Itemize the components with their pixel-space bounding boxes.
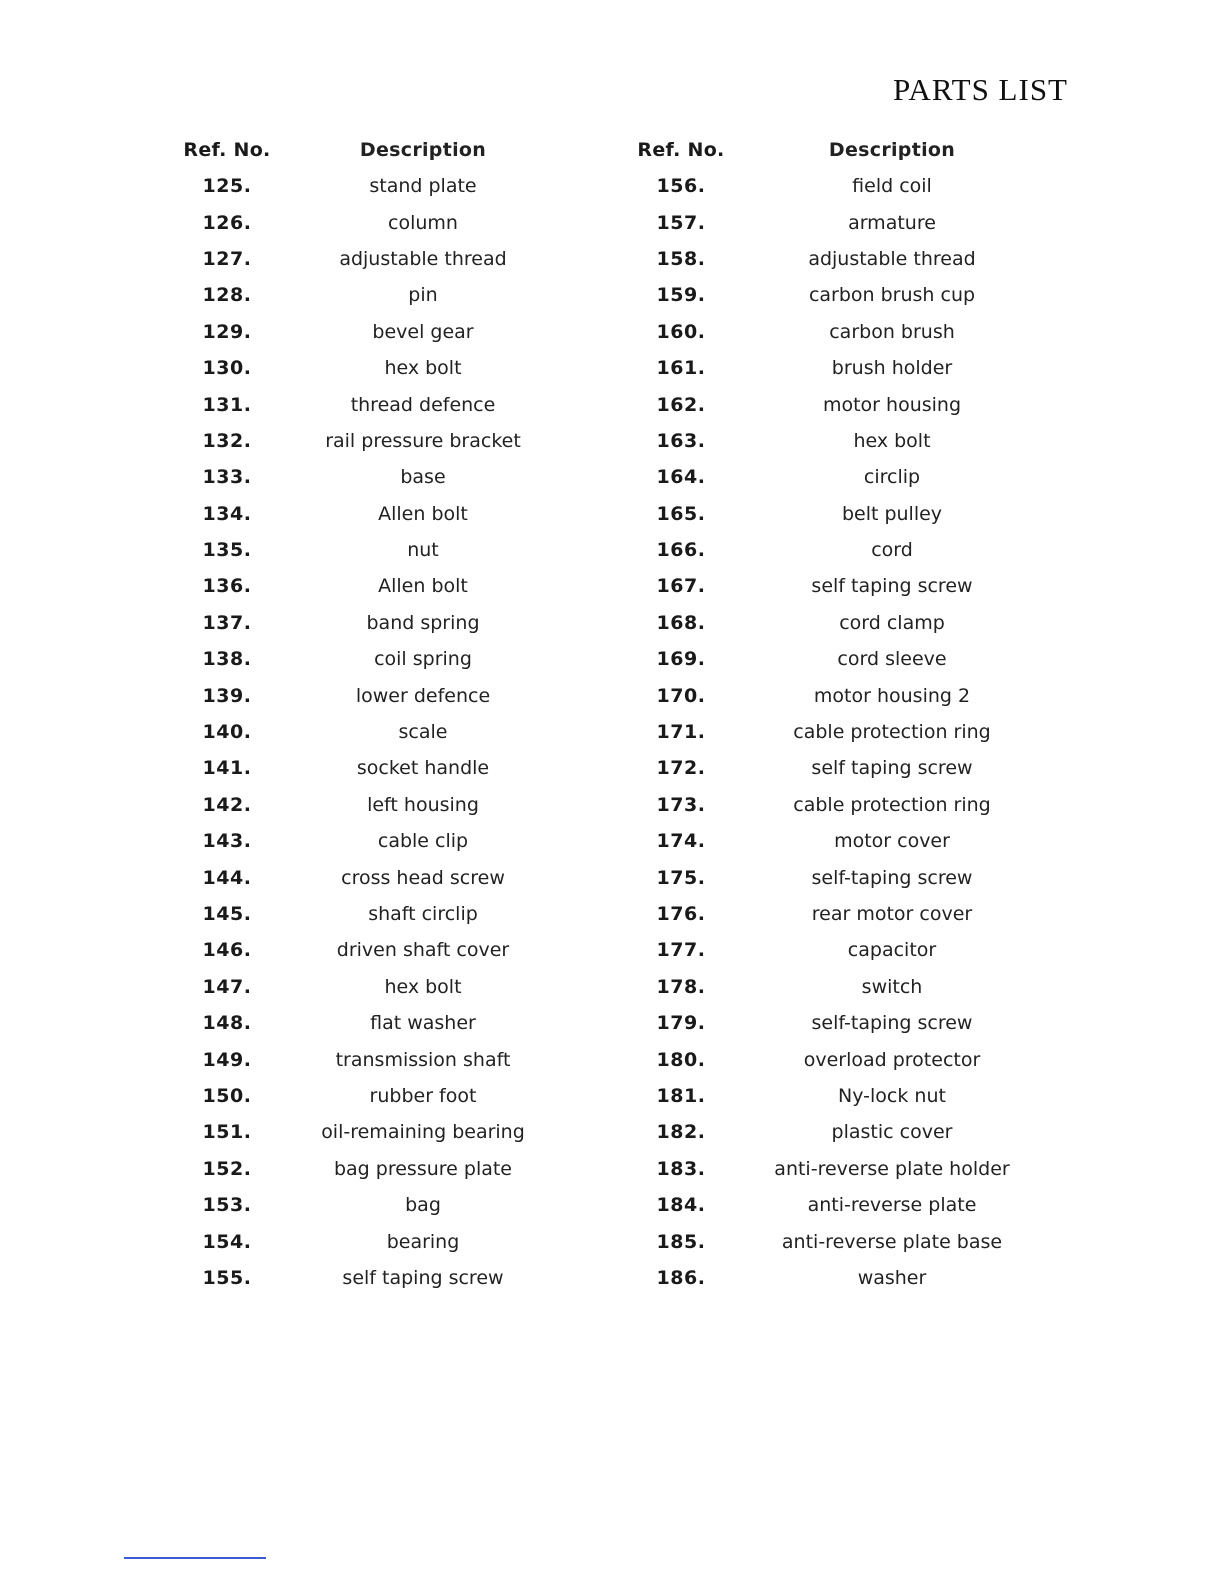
table-row [630, 423, 1052, 459]
ref-number: 171. [656, 721, 706, 744]
table-row [176, 532, 568, 568]
ref-number: 175. [656, 866, 706, 889]
table-row [630, 859, 1052, 895]
ref-number: 133. [202, 466, 252, 489]
ref-number: 154. [202, 1230, 252, 1253]
ref-number: 138. [202, 648, 252, 671]
part-description: stand plate [369, 175, 477, 198]
ref-number: 166. [656, 539, 706, 562]
ref-number: 140. [202, 721, 252, 744]
part-description: self-taping screw [811, 866, 973, 889]
ref-number: 168. [656, 611, 706, 634]
ref-number: 165. [656, 502, 706, 525]
ref-number: 183. [656, 1157, 706, 1180]
table-row [630, 1151, 1052, 1187]
table-row [176, 1005, 568, 1041]
part-description: left housing [367, 793, 479, 816]
table-row [630, 241, 1052, 277]
ref-number: 161. [656, 357, 706, 380]
table-row [176, 204, 568, 240]
part-description: circlip [863, 466, 921, 489]
table-row [176, 277, 568, 313]
part-description: coil spring [374, 648, 472, 671]
part-description: motor housing 2 [813, 684, 971, 707]
page-title: PARTS LIST [893, 72, 1068, 107]
part-description: cord clamp [839, 611, 945, 634]
part-description: self-taping screw [811, 1012, 973, 1035]
ref-number: 177. [656, 939, 706, 962]
ref-number: 129. [202, 320, 252, 343]
part-description: anti-reverse plate [807, 1194, 977, 1217]
table-row [630, 641, 1052, 677]
part-description: rail pressure bracket [325, 429, 521, 452]
table-header [176, 136, 568, 164]
ref-number: 127. [202, 247, 252, 270]
table-row [630, 677, 1052, 713]
ref-number: 132. [202, 429, 252, 452]
part-description: switch [861, 975, 923, 998]
ref-number: 130. [202, 357, 252, 380]
ref-number: 148. [202, 1012, 252, 1035]
ref-number: 162. [656, 393, 706, 416]
part-description: washer [857, 1266, 927, 1289]
table-row [176, 1041, 568, 1077]
part-description: column [388, 211, 458, 234]
ref-number: 184. [656, 1194, 706, 1217]
ref-number: 144. [202, 866, 252, 889]
table-row [630, 969, 1052, 1005]
table-row [176, 386, 568, 422]
ref-number: 126. [202, 211, 252, 234]
part-description: self taping screw [811, 757, 973, 780]
part-description: plastic cover [831, 1121, 953, 1144]
ref-number: 155. [202, 1266, 252, 1289]
ref-number: 164. [656, 466, 706, 489]
table-row [176, 969, 568, 1005]
part-description: armature [848, 211, 936, 234]
ref-number: 182. [656, 1121, 706, 1144]
part-description: driven shaft cover [336, 939, 510, 962]
ref-number: 146. [202, 939, 252, 962]
part-description: bag [405, 1194, 441, 1217]
ref-number: 178. [656, 975, 706, 998]
table-row [630, 896, 1052, 932]
ref-number: 170. [656, 684, 706, 707]
table-body [176, 168, 568, 1296]
table-row [176, 314, 568, 350]
parts-table-left [176, 136, 568, 1296]
table-row [630, 277, 1052, 313]
ref-number: 176. [656, 903, 706, 925]
table-row [176, 932, 568, 968]
ref-number: 179. [656, 1012, 706, 1035]
ref-number: 142. [202, 793, 252, 816]
table-row [630, 204, 1052, 240]
part-description: band spring [366, 611, 480, 634]
table-row [176, 1260, 568, 1296]
table-row [630, 532, 1052, 568]
ref-number: 156. [656, 175, 706, 198]
table-row [630, 932, 1052, 968]
table-row [630, 750, 1052, 786]
part-description: carbon brush cup [808, 284, 976, 307]
ref-no-header: Ref. No. [637, 139, 725, 161]
table-row [630, 314, 1052, 350]
ref-number: 145. [202, 903, 252, 925]
part-description: hex bolt [384, 357, 462, 380]
part-description: motor housing [822, 393, 962, 416]
ref-number: 147. [202, 975, 252, 998]
part-description: cord sleeve [837, 648, 947, 671]
part-description: adjustable thread [808, 247, 976, 270]
ref-number: 186. [656, 1266, 706, 1289]
part-description: anti-reverse plate holder [774, 1157, 1010, 1180]
ref-number: 185. [656, 1230, 706, 1253]
ref-number: 181. [656, 1084, 706, 1107]
table-row [630, 1005, 1052, 1041]
part-description: cable clip [377, 830, 469, 853]
ref-number: 180. [656, 1048, 706, 1071]
ref-no-header: Ref. No. [183, 139, 271, 161]
table-row [176, 677, 568, 713]
ref-number: 125. [202, 175, 252, 198]
table-header [630, 136, 1052, 164]
part-description: bevel gear [372, 320, 474, 343]
description-header: Description [828, 139, 956, 161]
table-row [630, 1260, 1052, 1296]
ref-number: 149. [202, 1048, 252, 1071]
part-description: base [400, 466, 446, 489]
table-row [176, 859, 568, 895]
ref-number: 167. [656, 575, 706, 598]
table-body [630, 168, 1052, 1296]
ref-number: 169. [656, 648, 706, 671]
part-description: cross head screw [341, 866, 505, 889]
table-row [630, 350, 1052, 386]
ref-number: 131. [202, 393, 252, 416]
table-row [176, 1223, 568, 1259]
table-row [630, 568, 1052, 604]
table-row [630, 823, 1052, 859]
ref-number: 136. [202, 575, 252, 598]
table-row [630, 459, 1052, 495]
part-description: cord [871, 539, 913, 562]
ref-number: 139. [202, 684, 252, 707]
ref-number: 152. [202, 1157, 252, 1180]
part-description: rear motor cover [811, 903, 973, 925]
ref-number: 157. [656, 211, 706, 234]
part-description: carbon brush [829, 320, 955, 343]
table-row [630, 496, 1052, 532]
ref-number: 160. [656, 320, 706, 343]
part-description: cable protection ring [793, 793, 991, 816]
ref-number: 151. [202, 1121, 252, 1144]
parts-table-right [630, 136, 1052, 1296]
part-description: thread defence [350, 393, 496, 416]
table-row [176, 1078, 568, 1114]
table-row [176, 1114, 568, 1150]
table-row [176, 423, 568, 459]
part-description: rubber foot [369, 1084, 477, 1107]
part-description: adjustable thread [339, 247, 507, 270]
part-description: pin [408, 284, 438, 307]
table-row [176, 641, 568, 677]
part-description: nut [407, 539, 439, 562]
ref-number: 174. [656, 830, 706, 853]
ref-number: 141. [202, 757, 252, 780]
table-row [176, 241, 568, 277]
part-description: flat washer [370, 1012, 476, 1035]
table-row [176, 496, 568, 532]
ref-number: 134. [202, 502, 252, 525]
table-row [176, 605, 568, 641]
part-description: lower defence [355, 684, 491, 707]
table-row [630, 1114, 1052, 1150]
part-description: Allen bolt [378, 502, 468, 525]
part-description: shaft circlip [368, 903, 478, 925]
part-description: motor cover [834, 830, 950, 853]
footer-rule [124, 1557, 266, 1559]
ref-number: 173. [656, 793, 706, 816]
table-row [176, 1151, 568, 1187]
ref-number: 153. [202, 1194, 252, 1217]
table-row [176, 350, 568, 386]
part-description: anti-reverse plate base [781, 1230, 1003, 1253]
ref-number: 172. [656, 757, 706, 780]
table-row [630, 386, 1052, 422]
table-row [176, 568, 568, 604]
ref-number: 143. [202, 830, 252, 853]
part-description: self taping screw [811, 575, 973, 598]
table-row [630, 714, 1052, 750]
table-row [176, 1187, 568, 1223]
ref-number: 150. [202, 1084, 252, 1107]
ref-number: 128. [202, 284, 252, 307]
part-description: bag pressure plate [333, 1157, 513, 1180]
table-row [176, 823, 568, 859]
part-description: oil-remaining bearing [321, 1121, 525, 1144]
ref-number: 135. [202, 539, 252, 562]
table-row [630, 1223, 1052, 1259]
part-description: capacitor [847, 939, 937, 962]
part-description: belt pulley [841, 502, 943, 525]
table-row [176, 787, 568, 823]
ref-number: 163. [656, 429, 706, 452]
table-row [630, 605, 1052, 641]
part-description: hex bolt [853, 429, 931, 452]
part-description: hex bolt [384, 975, 462, 998]
part-description: brush holder [831, 357, 953, 380]
table-row [176, 714, 568, 750]
ref-number: 159. [656, 284, 706, 307]
table-row [630, 1078, 1052, 1114]
table-row [630, 1041, 1052, 1077]
part-description: cable protection ring [793, 721, 991, 744]
part-description: Ny-lock nut [838, 1084, 946, 1107]
table-row [630, 1187, 1052, 1223]
table-row [176, 459, 568, 495]
ref-number: 158. [656, 247, 706, 270]
part-description: transmission shaft [335, 1048, 511, 1071]
table-row [630, 168, 1052, 204]
table-row [630, 787, 1052, 823]
table-row [176, 168, 568, 204]
table-row [176, 750, 568, 786]
part-description: socket handle [356, 757, 490, 780]
part-description: field coil [852, 175, 932, 198]
part-description: scale [398, 721, 448, 744]
part-description: overload protector [803, 1048, 981, 1071]
table-row [176, 896, 568, 932]
part-description: self taping screw [342, 1266, 504, 1289]
part-description: bearing [386, 1230, 460, 1253]
description-header: Description [359, 139, 487, 161]
ref-number: 137. [202, 611, 252, 634]
part-description: Allen bolt [378, 575, 468, 598]
